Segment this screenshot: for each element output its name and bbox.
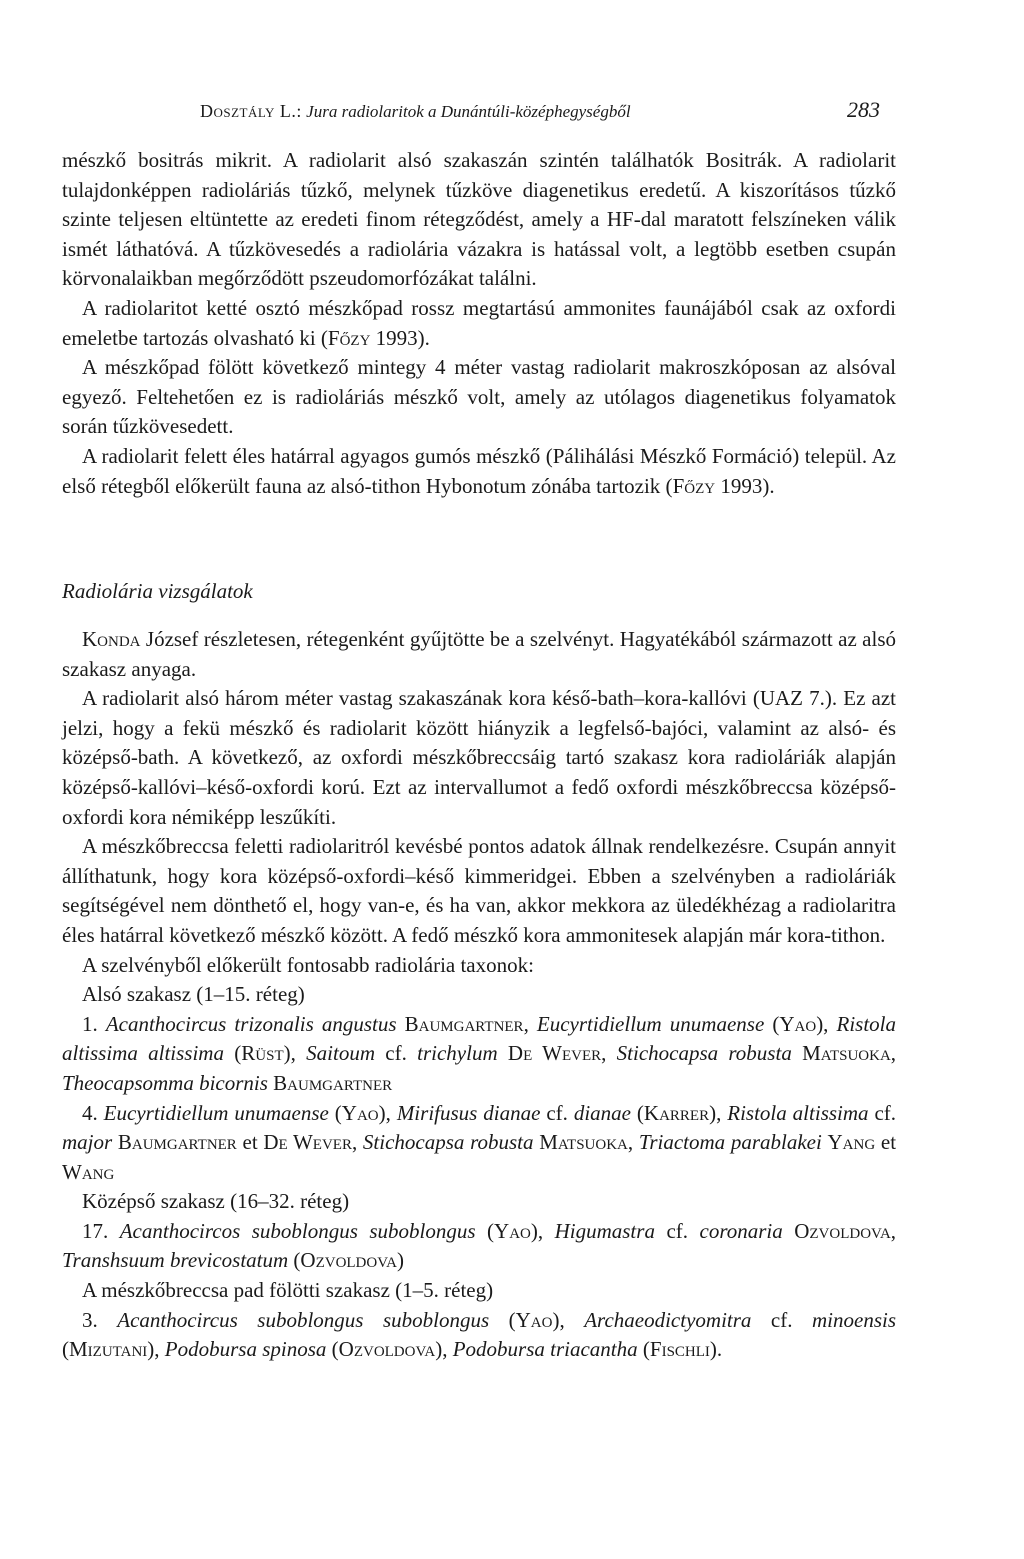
paragraph: A radiolarit felett éles határral agyagos gumós mészkő (Pálihálási Mészkő Formáció) települ. Az első rétegből előkerült fauna az alsó-tithon Hybonotum zónába tartozik (Főzy 1993).	[62, 443, 896, 498]
taxon-list-layer4: 4. Eucyrtidiellum unumaense (Yao), Mirifusus dianae cf. dianae (Karrer), Ristola altissima cf. major Baumgartner et De Wever, Stichocapsa robusta Matsuoka, Triactoma parablakei Yang et Wang	[62, 1100, 897, 1184]
running-head	[200, 97, 880, 129]
subsection-label: Középső szakasz (16–32. réteg)	[82, 1189, 350, 1214]
section-heading: Radiolária vizsgálatok	[62, 579, 253, 603]
running-head-author: Dosztály L.:	[200, 101, 302, 121]
running-head-title	[200, 101, 631, 122]
taxon-list-layer3: 3. Acanthocircus suboblongus suboblongus (Yao), Archaeodictyomitra cf. minoensis (Mizutani), Podobursa spinosa (Ozvoldova), Podobursa triacantha (Fischli).	[62, 1307, 896, 1362]
citation-author: Főzy	[327, 325, 371, 350]
subsection-label: A mészkőbreccsa pad fölötti szakasz (1–5. réteg)	[82, 1278, 494, 1303]
paragraph: A mészkőpad fölött következő mintegy 4 méter vastag radiolarit makroszkóposan az alsóval egyező. Feltehetően ez is radioláriás mészkő volt, amely az utólagos diagenetikus folyamatok során tűzkövesedett.	[62, 355, 896, 439]
body-text-section1	[62, 146, 896, 501]
paragraph: A mészkőbreccsa feletti radiolaritról kevésbé pontos adatok állnak rendelkezésre. Csupán annyit állíthatunk, hogy kora középső-oxfordi–késő kimmeridgei. Ebben a szelvényben a radioláriák segítségével nem dönthető el, hogy van-e, és ha van, akkor mekkora az üledékhézag a radiolaritra éles határral következő mészkő között. A fedő mészkő kora ammonitesek alapján már kora-tithon.	[62, 834, 896, 947]
taxon-list-layer1: 1. Acanthocircus trizonalis angustus Baumgartner, Eucyrtidiellum unumaense (Yao), Ristola altissima altissima (Rüst), Saitoum cf. trichylum De Wever, Stichocapsa robusta Matsuoka, Theocapsomma bicornis Baumgartner	[62, 1011, 897, 1095]
taxon-list-layer17: 17. Acanthocircos suboblongus suboblongus (Yao), Higumastra cf. coronaria Ozvoldova, Transhsuum brevicostatum (Ozvoldova)	[62, 1218, 897, 1273]
paragraph: mészkő bositrás mikrit. A radiolarit alsó szakaszán szintén találhatók Bositrák. A radiolarit tulajdonképpen radioláriás tűzkő, melynek tűzköve diagenetikus eredetű. A kiszorításos tűzkő szinte teljesen eltüntette az eredeti finom rétegződést, amely a HF-dal maratott felszíneken válik ismét láthatóvá. A tűzkövesedés a radiolária vázakra is hatással volt, a legtöbb esetben csupán körvonalaikban megőrződött pszeudomorfózákat találni.	[62, 148, 896, 291]
body-text-section2	[62, 625, 896, 1365]
page-number: 283	[847, 97, 880, 122]
paragraph: A radiolaritot ketté osztó mészkőpad rossz megtartású ammonites faunájából csak az oxfordi emeletbe tartozás olvasható ki (Főzy 1993).	[62, 295, 896, 350]
author-name: Konda	[82, 627, 141, 651]
paragraph: A radiolarit alsó három méter vastag szakaszának kora késő-bath–kora-kallóvi (UAZ 7.). Ez azt jelzi, hogy a fekü mészkő és radiolarit között hiányzik a legfelső-bajóci, valamint az alsó- és középső-bath. A következő, az oxfordi mészkőbreccsáig tartó szakasz kora radioláriák alapján középső-kallóvi–késő-oxfordi korú. Ezt az intervallumot a fedő oxfordi mészkőbreccsa középső-oxfordi kora némiképp leszűkíti.	[62, 686, 896, 829]
subsection-label: Alsó szakasz (1–15. réteg)	[82, 982, 305, 1007]
paragraph: A szelvényből előkerült fontosabb radiolária taxonok:	[82, 952, 534, 977]
running-head-article-title: Jura radiolaritok a Dunántúli-középhegységből	[306, 102, 631, 121]
paragraph: Konda József részletesen, rétegenként gyűjtötte be a szelvényt. Hagyatékából származott az alsó szakasz anyaga.	[62, 627, 896, 681]
citation-author: Főzy	[672, 473, 716, 498]
